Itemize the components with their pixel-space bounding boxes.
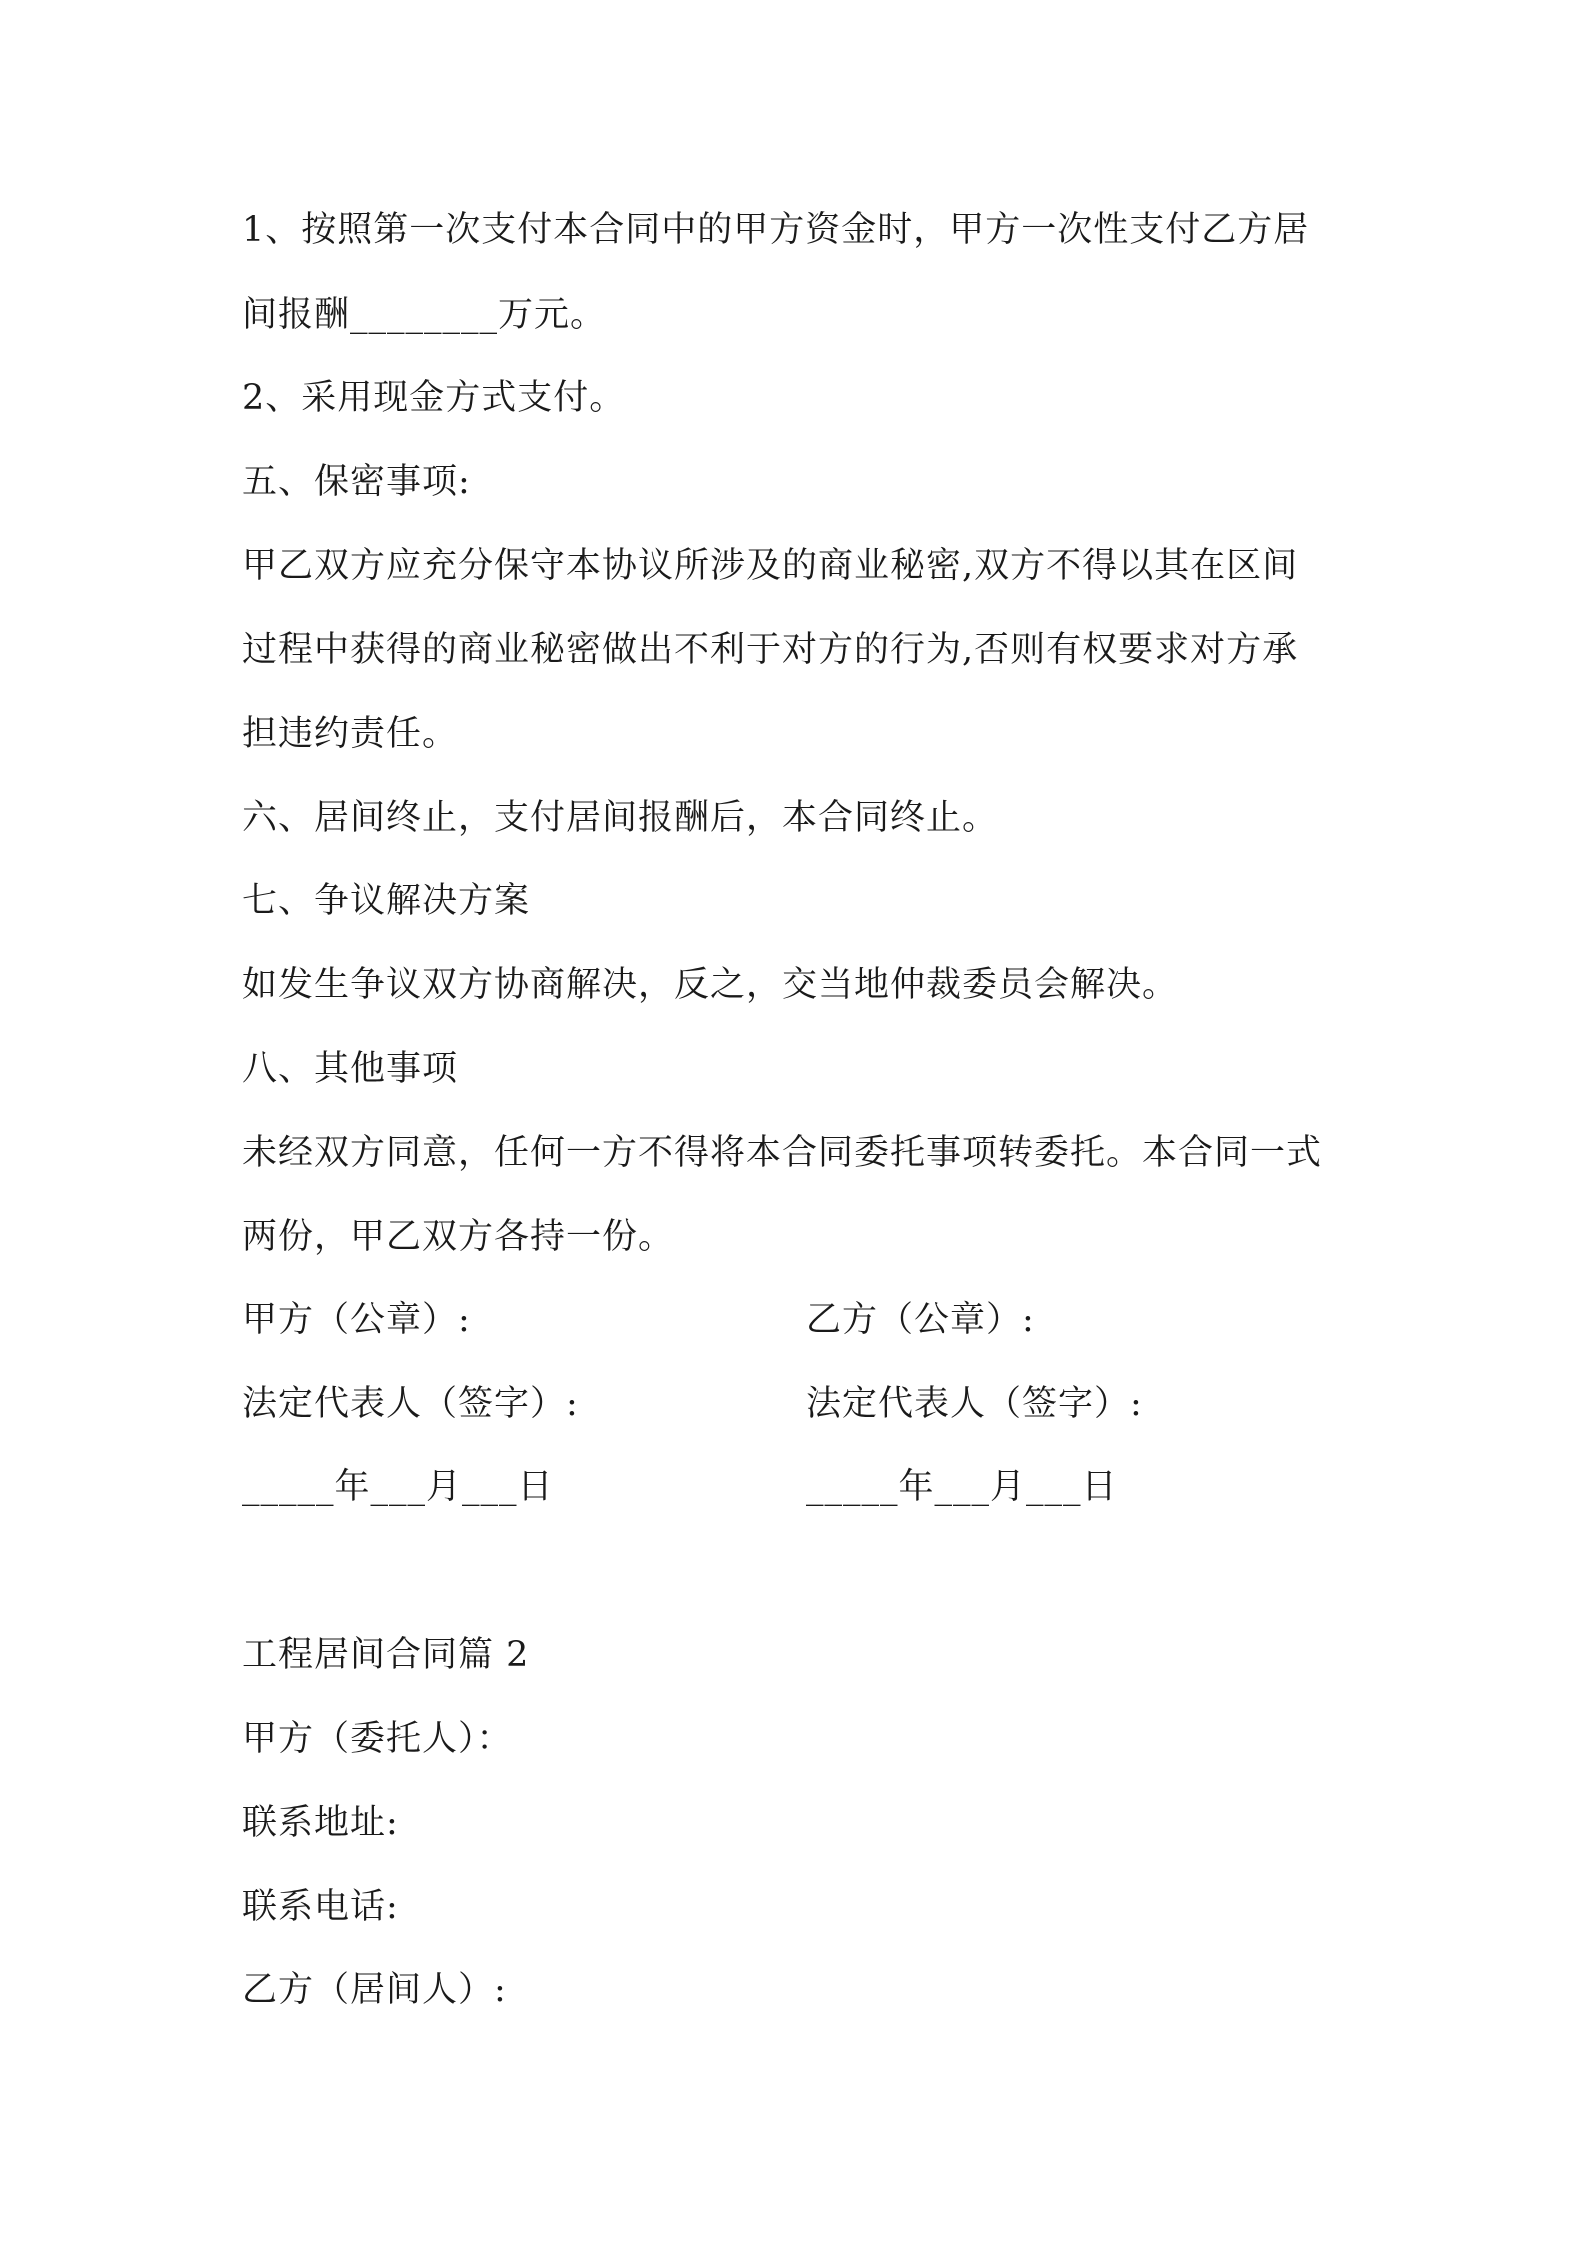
confidentiality-heading: 五、保密事项: [242, 462, 471, 502]
party-a-date-line: _____年___月___日 [242, 1467, 554, 1507]
payment-item-2: 2、采用现金方式支付。 [242, 378, 626, 418]
other-heading: 八、其他事项 [242, 1049, 459, 1089]
payment-item-1-line-1: 1、按照第一次支付本合同中的甲方资金时，甲方一次性支付乙方居 [242, 210, 1310, 250]
confidentiality-line-1: 甲乙双方应充分保守本协议所涉及的商业秘密,双方不得以其在区间 [242, 546, 1299, 586]
party-a-representative-label: 法定代表人（签字）: [242, 1384, 579, 1424]
other-line-2: 两份，甲乙双方各持一份。 [242, 1217, 675, 1257]
confidentiality-line-2: 过程中获得的商业秘密做出不利于对方的行为,否则有权要求对方承 [242, 630, 1299, 670]
termination-clause: 六、居间终止，支付居间报酬后，本合同终止。 [242, 798, 999, 838]
contract-2-party-b: 乙方（居间人）: [242, 1970, 507, 2010]
dispute-heading: 七、争议解决方案 [242, 881, 531, 921]
contract-2-phone: 联系电话: [242, 1887, 399, 1927]
contract-2-address: 联系地址: [242, 1803, 399, 1843]
other-line-1: 未经双方同意，任何一方不得将本合同委托事项转委托。本合同一式 [242, 1133, 1323, 1173]
party-b-seal-label: 乙方（公章）: [806, 1300, 1035, 1340]
dispute-text: 如发生争议双方协商解决，反之，交当地仲裁委员会解决。 [242, 965, 1179, 1005]
payment-item-1-line-2: 间报酬________万元。 [242, 295, 607, 335]
party-b-representative-label: 法定代表人（签字）: [806, 1384, 1143, 1424]
contract-2-party-a: 甲方（委托人）： [242, 1719, 513, 1759]
contract-2-title: 工程居间合同篇 2 [242, 1635, 530, 1675]
party-b-date-line: _____年___月___日 [806, 1467, 1118, 1507]
party-a-seal-label: 甲方（公章）: [242, 1300, 471, 1340]
confidentiality-line-3: 担违约责任。 [242, 714, 459, 754]
